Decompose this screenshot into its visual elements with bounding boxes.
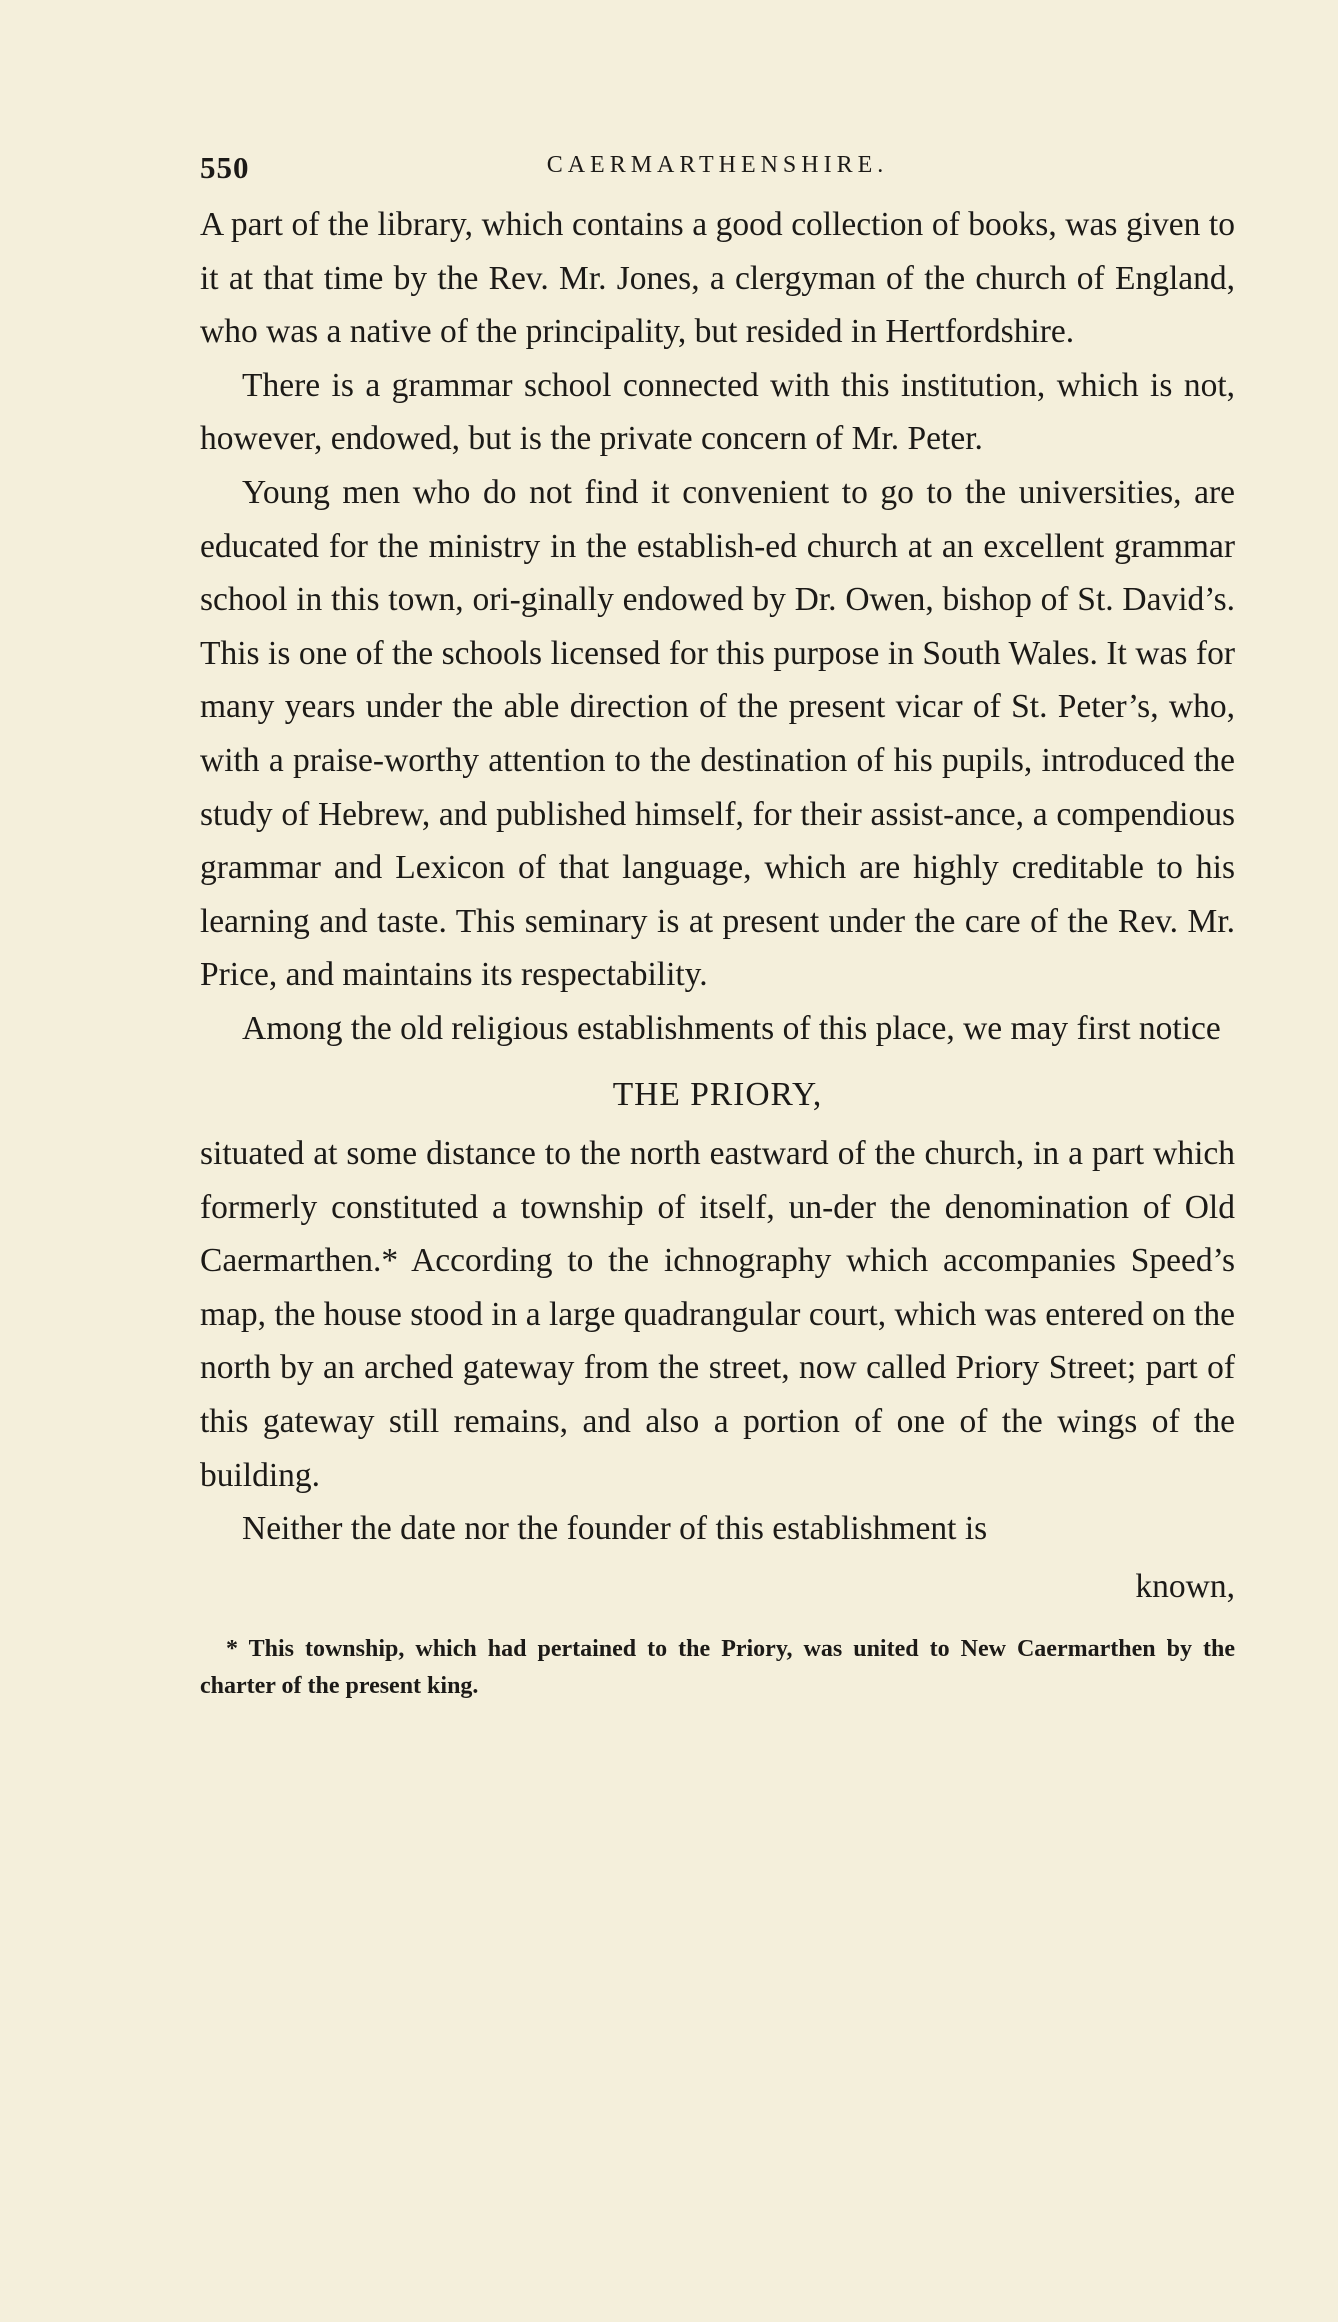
paragraph-library: A part of the library, which contains a good collection of books, was given to it at that time by the Rev. Mr. Jones, a clergyman of the church of England, who was a native of the principality, but resided in Hertfordshire. (200, 206, 1235, 351)
catchword: known, (1135, 1567, 1235, 1605)
running-title: CAERMARTHENSHIRE. (546, 152, 889, 178)
footnote: * This township, which had pertained to the Priory, was united to New Caermarthen by the charter of the present king. (200, 1636, 1235, 1700)
paragraph-priory-location: situated at some distance to the north eastward of the church, in a part which formerly constituted a township of itself, un-der the denomination of Old Caermarthen.* According to the ichnography which accompanies Speed’s map, the house stood in a large quadrangular court, which was entered on the north by an arched gateway from the street, now called Priory Street; part of this gateway still remains, and also a portion of one of the wings of the building. (200, 1135, 1235, 1494)
paragraph-young-men: Young men who do not find it convenient to go to the universities, are educated for the ministry in the establish-ed church at an excellent grammar school in this town, ori-ginally endowed by Dr. Owen, bishop of St. David’s. This is one of the schools licensed for this purpose in South Wales. It was for many years under the able direction of the present vicar of St. Peter’s, who, with a praise-worthy attention to the destination of his pupils, introduced the study of Hebrew, and published himself, for their assist-ance, a compendious grammar and Lexicon of that language, which are highly creditable to his learning and taste. This seminary is at present under the care of the Rev. Mr. Price, and maintains its respectability. (200, 473, 1235, 994)
book-page (200, 150, 1235, 1729)
section-heading: THE PRIORY, (612, 1075, 823, 1113)
paragraph-religious-establishments: Among the old religious establishments of this place, we may first notice (242, 1009, 1221, 1047)
page-number: 550 (200, 150, 250, 185)
body-text (200, 198, 1235, 1613)
paragraph-priory-date: Neither the date nor the founder of this establishment is (242, 1510, 988, 1548)
running-head (200, 150, 1235, 190)
paragraph-grammar-school: There is a grammar school connected with this institution, which is not, however, endowed, but is the private concern of Mr. Peter. (200, 366, 1235, 458)
